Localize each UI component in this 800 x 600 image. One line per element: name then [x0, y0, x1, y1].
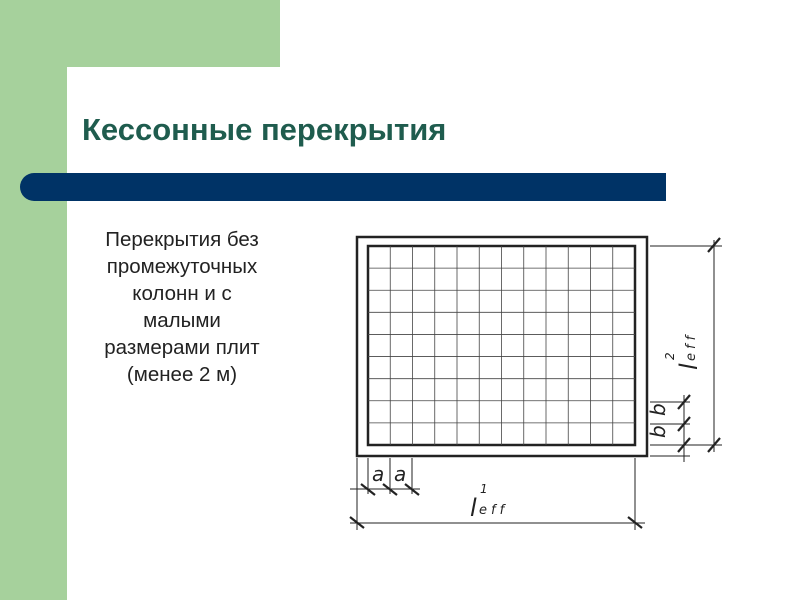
body-line: колонн и с — [132, 282, 232, 305]
label-leff-base: l — [470, 494, 477, 522]
label-b: b — [646, 403, 670, 416]
slide-title: Кессонные перекрытия — [82, 112, 447, 147]
body-line: Перекрытия без — [105, 228, 259, 251]
label-leff-subscript: eff — [479, 503, 509, 518]
label-leff-superscript: 1 — [480, 482, 488, 496]
label-leff-subscript: eff — [684, 331, 699, 361]
label-leff-2 — [663, 332, 703, 370]
body-line: размерами плит — [104, 336, 260, 359]
label-b: b — [646, 425, 670, 438]
body-line: малыми — [143, 309, 221, 332]
label-a: a — [394, 462, 407, 486]
coffer-grid — [368, 246, 635, 445]
label-leff-base: l — [675, 363, 703, 370]
body-line: (менее 2 м) — [126, 363, 238, 386]
label-leff-1 — [470, 482, 508, 522]
body-line: промежуточных — [106, 255, 258, 278]
label-leff-superscript: 2 — [663, 352, 677, 360]
label-a: a — [372, 462, 385, 486]
